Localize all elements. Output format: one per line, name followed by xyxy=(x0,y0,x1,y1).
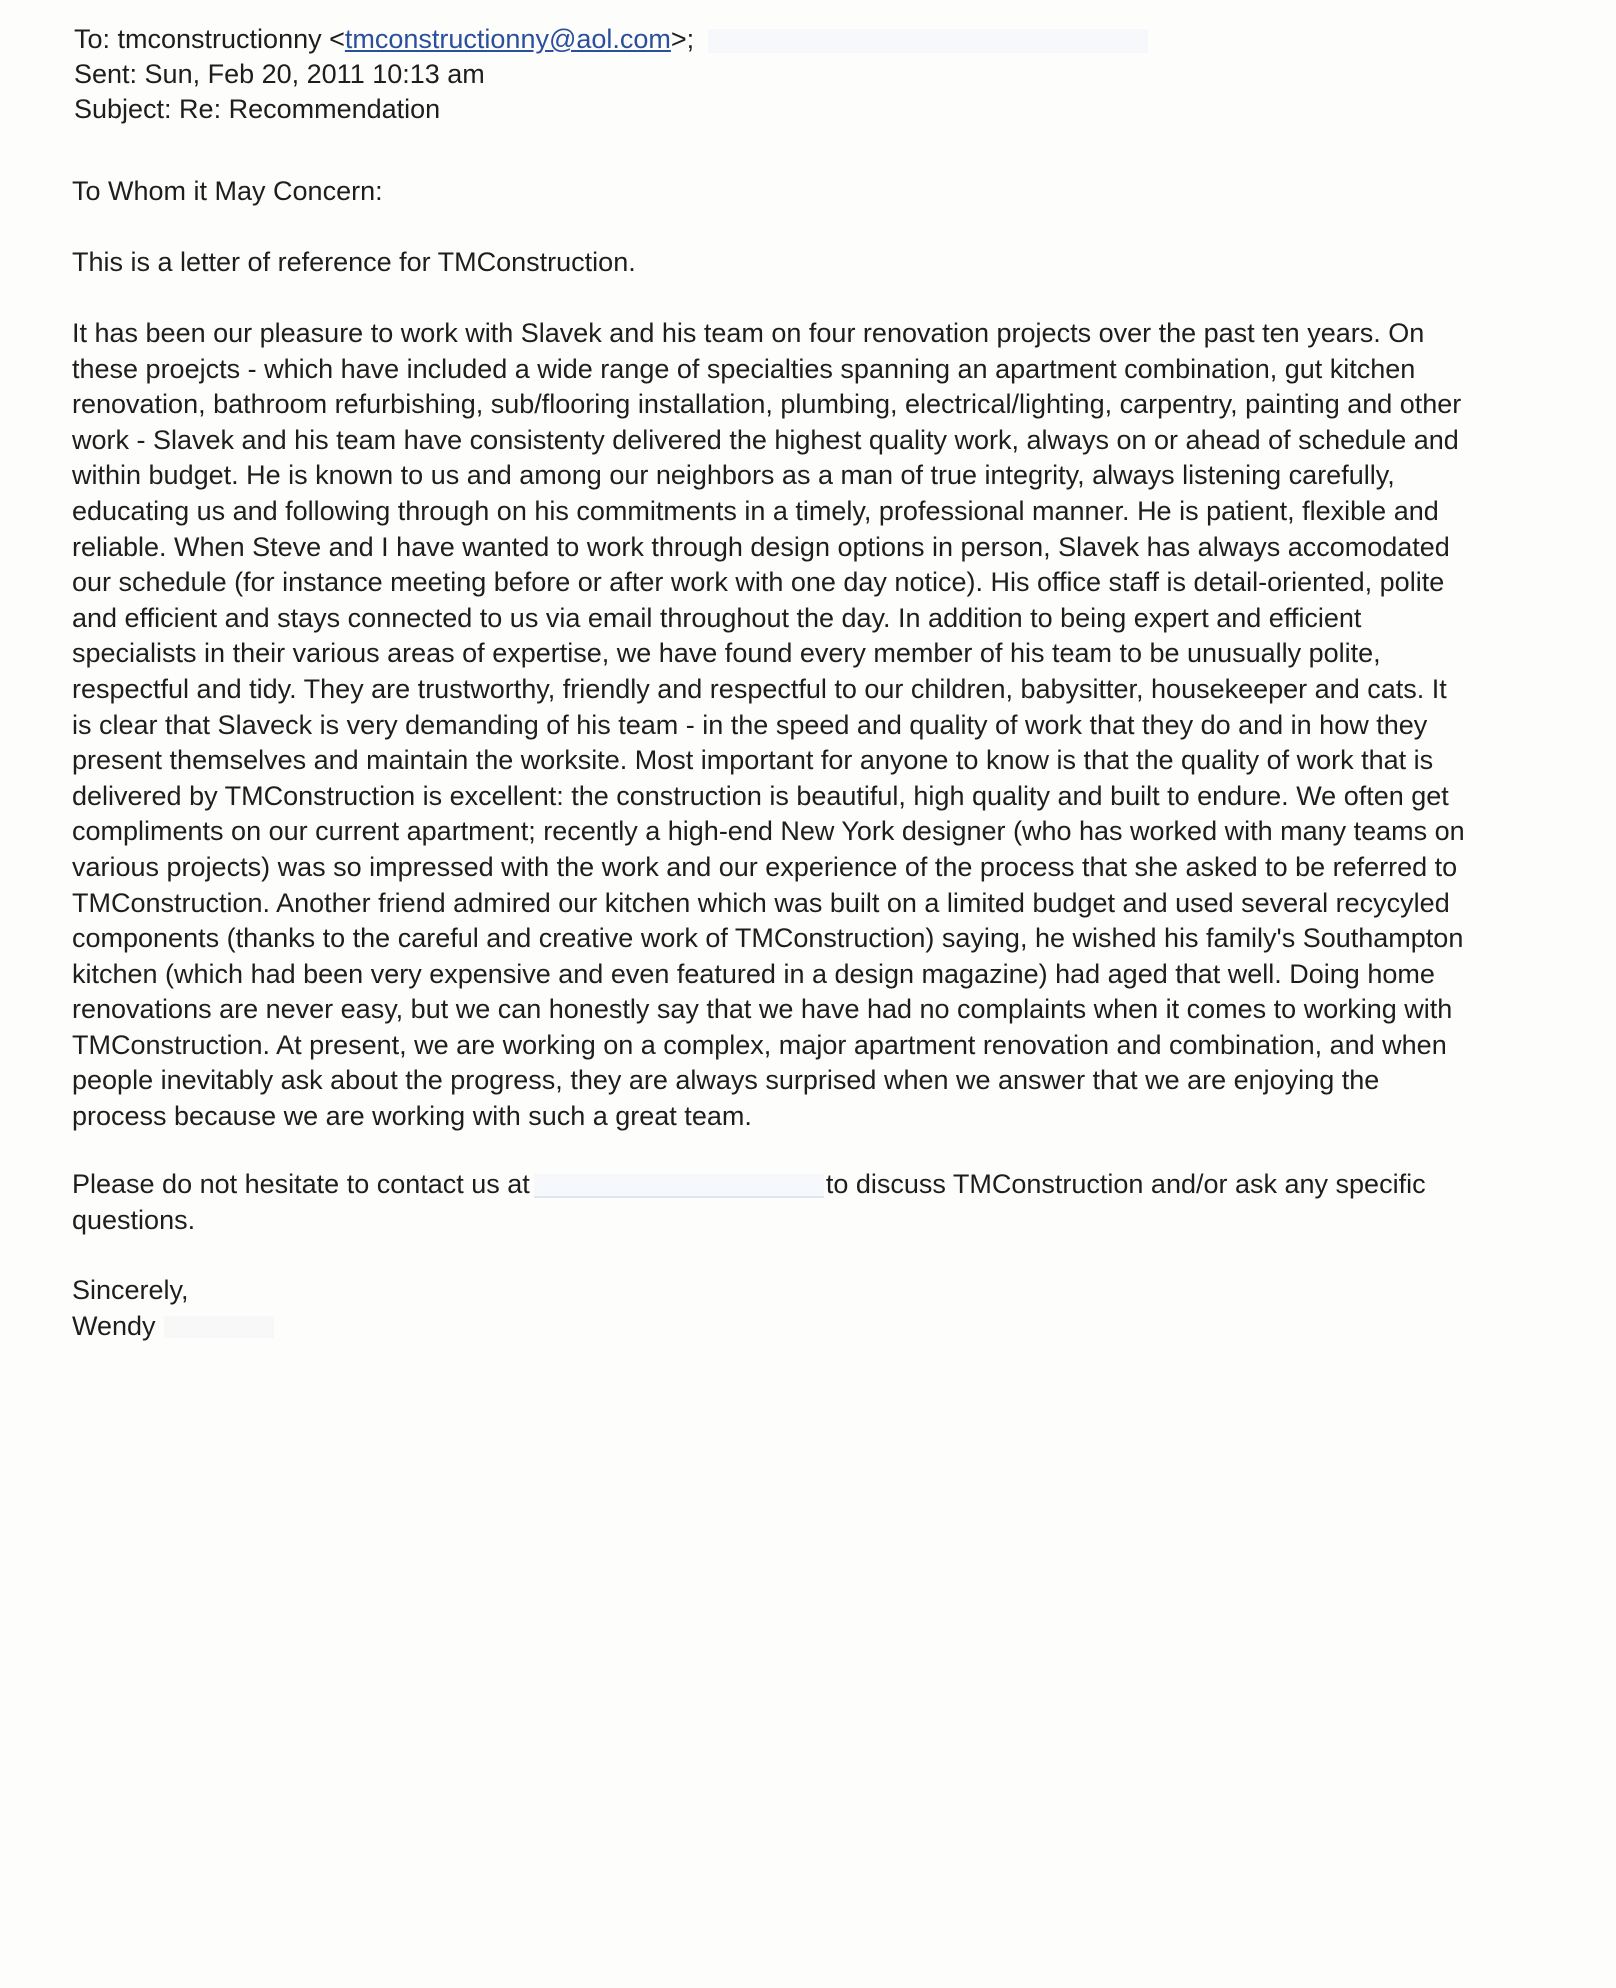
to-line xyxy=(74,22,1148,57)
signature-name: Wendy xyxy=(72,1310,156,1341)
paragraph-line: and efficient and stays connected to us via email throughout the day. In addition to being expert and efficient xyxy=(72,602,1362,633)
paragraph-line: reliable. When Steve and I have wanted to work through design options in person, Slavek has always accomodated xyxy=(72,531,1450,562)
paragraph-line: our schedule (for instance meeting before or after work with one day notice). His office staff is detail-oriented, polite xyxy=(72,567,1445,598)
to-prefix: To: tmconstructionny < xyxy=(74,24,345,54)
paragraph-line: compliments on our current apartment; recently a high-end New York designer (who has worked with many teams on xyxy=(72,816,1465,847)
paragraph-line: renovations are never easy, but we can honestly say that we have had no complaints when it comes to working with xyxy=(72,994,1453,1025)
contact-line-1 xyxy=(72,1167,1582,1203)
paragraph-line: renovation, bathroom refurbishing, sub/flooring installation, plumbing, electrical/lighting, carpentry, painting and other xyxy=(72,389,1462,420)
recipient-email-link[interactable]: tmconstructionny@aol.com xyxy=(344,24,671,54)
signature-line xyxy=(72,1309,1582,1345)
closing-word: Sincerely, xyxy=(72,1275,189,1305)
redacted-surname xyxy=(164,1316,274,1338)
paragraph-line: educating us and following through on his commitments in a timely, professional manner. He is patient, flexible and xyxy=(72,495,1439,526)
contact-prefix: Please do not hesitate to contact us at xyxy=(72,1169,530,1199)
paragraph-line: respectful and tidy. They are trustworthy, friendly and respectful to our children, babysitter, housekeeper and cats. It xyxy=(72,673,1447,704)
contact-paragraph xyxy=(72,1167,1582,1238)
email-header xyxy=(74,22,1148,127)
contact-suffix: to discuss TMConstruction and/or ask any specific xyxy=(825,1169,1426,1199)
to-suffix: >; xyxy=(670,24,695,54)
paragraph-line: various projects) was so impressed with the work and our experience of the process that she asked to be referred to xyxy=(72,851,1458,882)
paragraph-line: within budget. He is known to us and among our neighbors as a man of true integrity, always listening carefully, xyxy=(72,460,1395,491)
paragraph-line: TMConstruction. Another friend admired our kitchen which was built on a limited budget and used several recycyled xyxy=(72,887,1450,918)
closing-block xyxy=(72,1273,1582,1344)
paragraph-line: these proejcts - which have included a wide range of specialties spanning an apartment combination, gut kitchen xyxy=(72,353,1416,384)
redacted-cc-area xyxy=(708,29,1148,53)
paragraph-line: work - Slavek and his team have consistenty delivered the highest quality work, always on or ahead of schedule and xyxy=(72,424,1459,455)
paragraph-line: It has been our pleasure to work with Slavek and his team on four renovation projects over the past ten years. On xyxy=(72,318,1425,348)
subject-line: Subject: Re: Recommendation xyxy=(74,94,441,124)
paragraph-line: people inevitably ask about the progress, they are always surprised when we answer that we are enjoying the xyxy=(72,1065,1380,1096)
paragraph-line: delivered by TMConstruction is excellent: the construction is beautiful, high quality and built to endure. We often get xyxy=(72,780,1449,811)
main-paragraph xyxy=(72,316,1582,1135)
contact-line-2: questions. xyxy=(72,1204,196,1235)
paragraph-line: components (thanks to the careful and creative work of TMConstruction) saying, he wished his family's Southampton xyxy=(72,923,1464,954)
salutation: To Whom it May Concern: xyxy=(72,176,383,206)
sent-line: Sent: Sun, Feb 20, 2011 10:13 am xyxy=(74,59,485,89)
paragraph-line: TMConstruction. At present, we are working on a complex, major apartment renovation and combination, and when xyxy=(72,1029,1447,1060)
paragraph-line: kitchen (which had been very expensive and even featured in a design magazine) had aged that well. Doing home xyxy=(72,958,1435,989)
redacted-email-link[interactable] xyxy=(534,1174,824,1198)
paragraph-line: process because we are working with such a great team. xyxy=(72,1101,752,1132)
paragraph-line: is clear that Slaveck is very demanding of his team - in the speed and quality of work that they do and in how they xyxy=(72,709,1428,740)
paragraph-line: present themselves and maintain the worksite. Most important for anyone to know is that the quality of work that is xyxy=(72,745,1434,776)
paragraph-line: specialists in their various areas of expertise, we have found every member of his team to be unusually polite, xyxy=(72,638,1381,669)
intro-sentence: This is a letter of reference for TMConstruction. xyxy=(72,247,636,277)
